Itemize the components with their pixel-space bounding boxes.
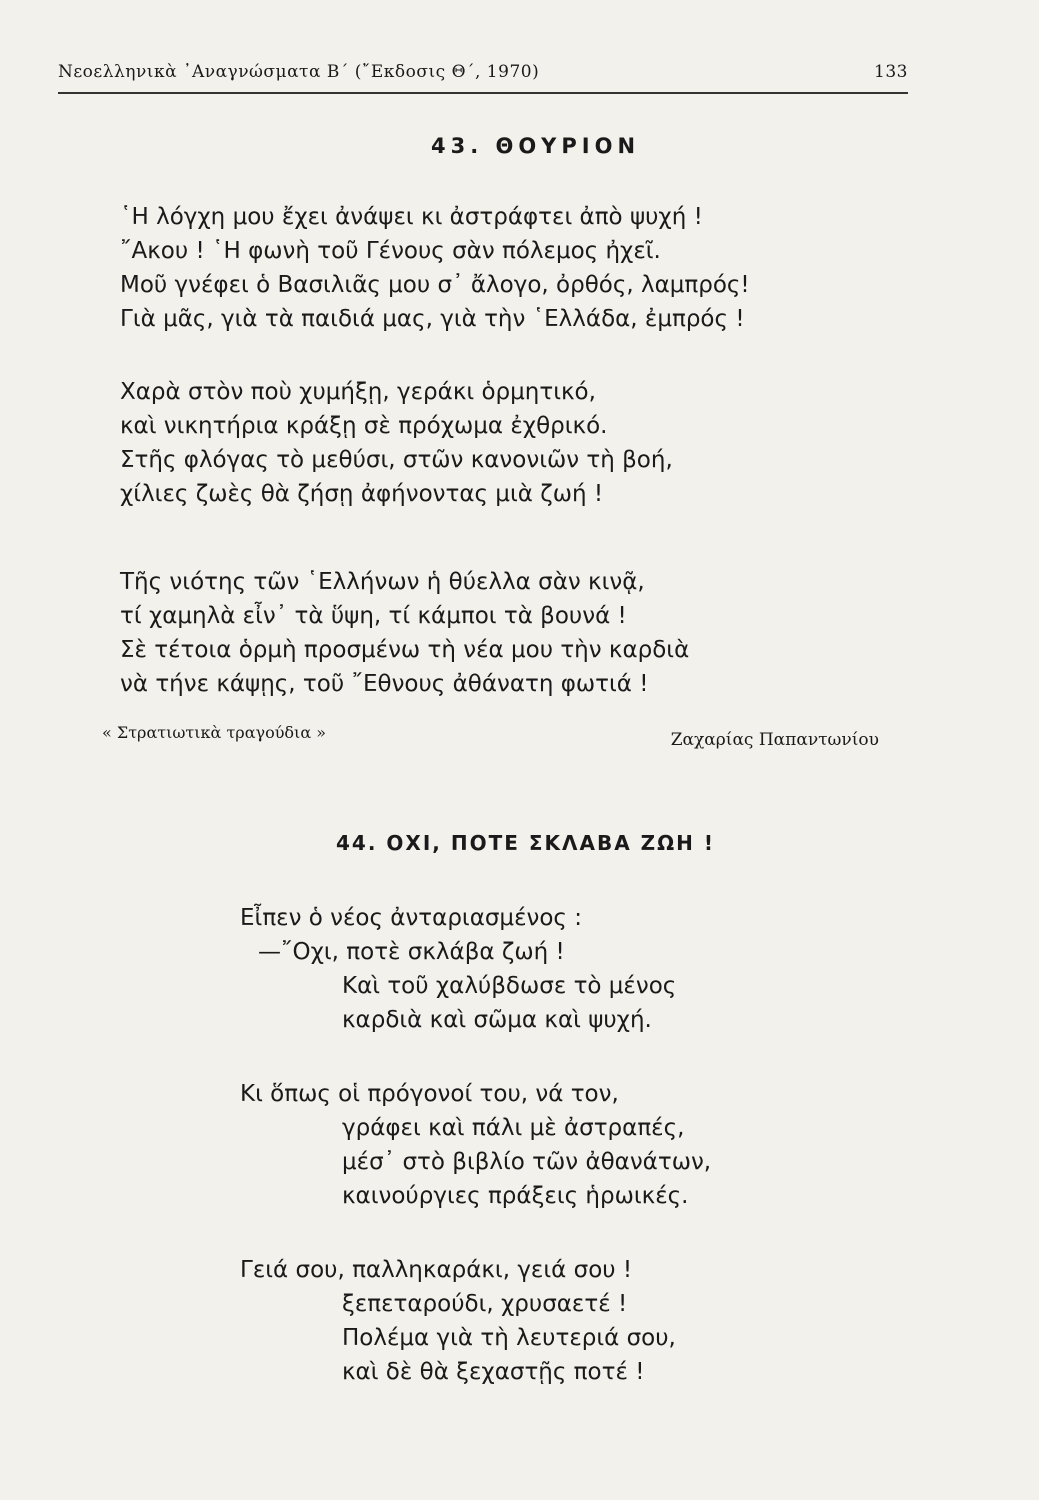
stanza: [240, 1253, 676, 1389]
poem-author: Ζαχαρίας Παπαντωνίου: [670, 730, 879, 750]
verse-line: Τῆς νιότης τῶν ῾Ελλήνων ἡ θύελλα σὰν κινᾷ,: [120, 569, 645, 595]
poem-title: 44. ΟΧΙ, ΠΟΤΕ ΣΚΛΑΒΑ ΖΩΗ !: [336, 831, 715, 855]
page-number: 133: [874, 62, 908, 82]
verse-line: χίλιες ζωὲς θὰ ζήσῃ ἀφήνοντας μιὰ ζωή !: [120, 481, 604, 507]
verse-line: Στῆς φλόγας τὸ μεθύσι, στῶν κανονιῶν τὴ βοή,: [120, 447, 673, 473]
verse-line: καὶ δὲ θὰ ξεχαστῇς ποτέ !: [342, 1359, 645, 1385]
verse-line: Κι ὅπως οἱ πρόγονοί του, νά τον,: [240, 1081, 619, 1107]
verse-line: καρδιὰ καὶ σῶμα καὶ ψυχή.: [342, 1007, 652, 1033]
verse-line: Καὶ τοῦ χαλύβδωσε τὸ μένος: [342, 973, 677, 999]
verse-line: —῎Οχι, ποτὲ σκλάβα ζωή !: [258, 939, 565, 965]
book-title: Νεοελληνικὰ ᾿Αναγνώσματα Β΄ (῎Εκδοσις Θ΄, 1970): [58, 62, 540, 82]
stanza: [240, 1077, 711, 1213]
verse-line: μέσ᾿ στὸ βιβλίο τῶν ἀθανάτων,: [342, 1149, 712, 1175]
verse-line: ξεπεταρούδι, χρυσαετέ !: [342, 1291, 628, 1317]
verse-line: Γειά σου, παλληκαράκι, γειά σου !: [240, 1257, 633, 1283]
verse-line: Εἶπεν ὁ νέος ἀνταριασμένος :: [240, 905, 582, 931]
stanza: [120, 200, 750, 336]
verse-line: καὶ νικητήρια κράξῃ σὲ πρόχωμα ἐχθρικό.: [120, 413, 608, 439]
verse-line: Πολέμα γιὰ τὴ λευτεριά σου,: [342, 1325, 676, 1351]
verse-line: τί χαμηλὰ εἶν᾿ τὰ ὕψη, τί κάμποι τὰ βουνά !: [120, 603, 627, 629]
verse-line: ῎Ακου ! ῾Η φωνὴ τοῦ Γένους σὰν πόλεμος ἠχεῖ.: [120, 238, 661, 264]
verse-line: Σὲ τέτοια ὁρμὴ προσμένω τὴ νέα μου τὴν καρδιὰ: [120, 637, 690, 663]
stanza: [120, 375, 673, 511]
poem-source: « Στρατιωτικὰ τραγούδια »: [102, 723, 327, 742]
verse-line: Χαρὰ στὸν ποὺ χυμήξῃ, γεράκι ὁρμητικό,: [120, 379, 596, 405]
verse-line: Μοῦ γνέφει ὁ Βασιλιᾶς μου σ᾿ ἄλογο, ὀρθός, λαμπρός!: [120, 272, 750, 298]
stanza: [240, 901, 676, 1037]
verse-line: νὰ τήνε κάψῃς, τοῦ ῎Εθνους ἀθάνατη φωτιά !: [120, 671, 649, 697]
verse-line: καινούργιες πράξεις ἡρωικές.: [342, 1183, 689, 1209]
verse-line: ῾Η λόγχη μου ἔχει ἀνάψει κι ἀστράφτει ἀπὸ ψυχή !: [120, 204, 703, 230]
poem-title: 43. ΘΟΥΡΙΟΝ: [430, 134, 641, 158]
stanza: [120, 565, 689, 701]
page-header: [58, 58, 908, 94]
verse-line: γράφει καὶ πάλι μὲ ἀστραπές,: [342, 1115, 685, 1141]
verse-line: Γιὰ μᾶς, γιὰ τὰ παιδιά μας, γιὰ τὴν ῾Ελλάδα, ἐμπρός !: [120, 306, 745, 332]
